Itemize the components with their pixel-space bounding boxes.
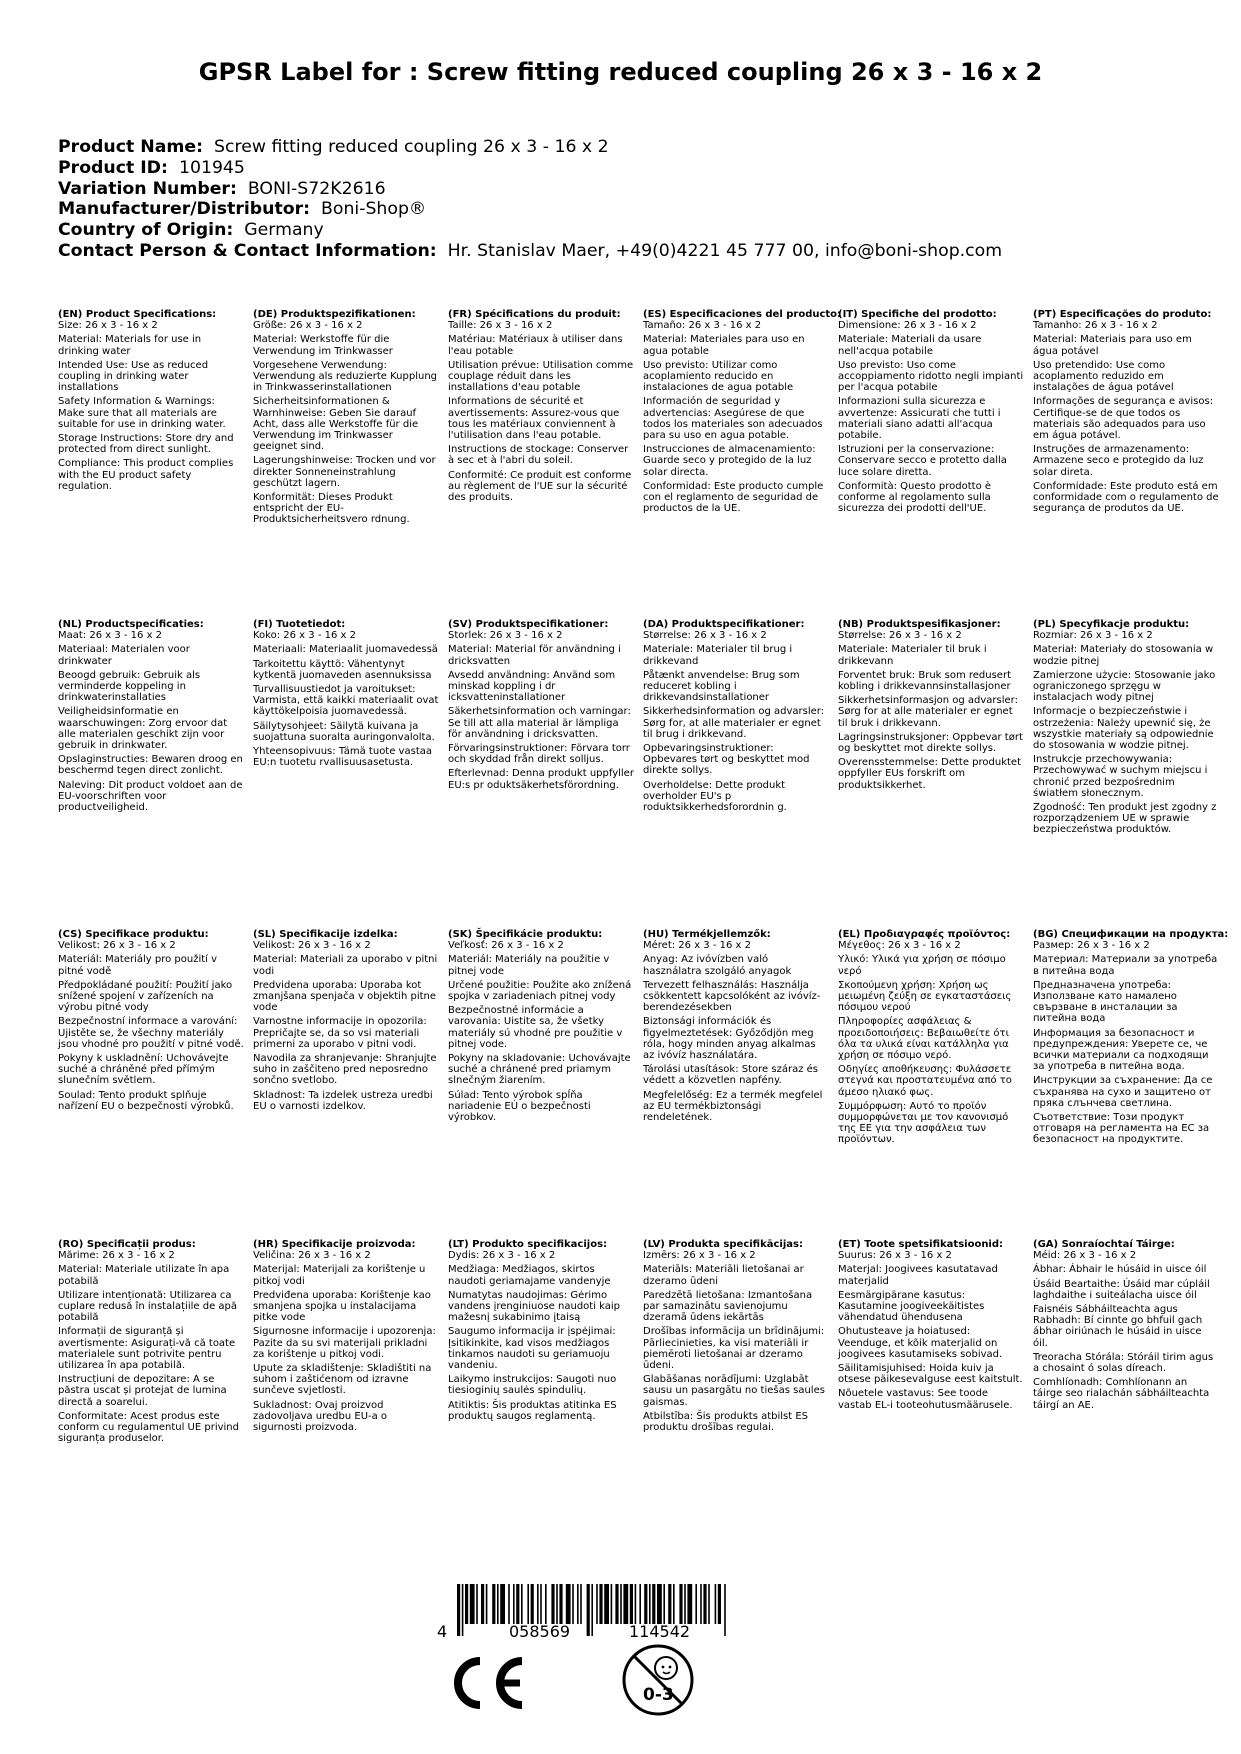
spec-field: Veličina: 26 x 3 - 16 x 2 [253,1250,371,1262]
barcode-bar [559,1584,562,1624]
spec-field: Συμμόρφωση: Αυτό το προϊόν συμμορφώνεται με τον κανονισμό της ΕΕ για την ασφάλεια των προϊόντων. [838,1100,1009,1146]
spec-field: Drošības informācija un brīdinājumi: Pārliecinieties, ka visi materiāli ir piemēroti lietošanai ar dzeramo ūdeni. [643,1326,825,1372]
spec-field: Predvidena uporaba: Uporaba kot zmanjšana spenjača v objektih pitne vode [253,979,437,1014]
spec-field: Velikost: 26 x 3 - 16 x 2 [253,940,371,952]
spec-field: Overholdelse: Dette produkt overholder EU's p roduktsikkerhedsforordnin g. [643,779,787,814]
spec-heading: (DA) Produktspecifikationer: [643,619,805,630]
barcode-bar [615,1584,618,1624]
spec-field: Beoogd gebruik: Gebruik als verminderde koppeling in drinkwaterinstallaties [58,669,201,704]
spec-heading: (SV) Produktspecifikationer: [448,619,609,630]
barcode-bar [715,1584,717,1624]
spec-field: Materiale: Materialer til brug i drikkevand [643,644,793,667]
spec-field: Instrukcje przechowywania: Przechowywać w suchym miejscu i chronić przed bezpośrednim światłem słonecznym. [1033,754,1208,799]
spec-heading: (NL) Productspecificaties: [58,619,204,630]
spec-block [1033,309,1219,517]
spec-field: Laikymo instrukcijos: Saugoti nuo tiesioginių saulės spindulių. [448,1374,617,1397]
spec-field: Konformität: Dieses Produkt entspricht der EU-Produktsicherheitsvero rdnung. [253,492,410,526]
barcode-bar [486,1584,488,1624]
spec-heading: (IT) Specifiche del prodotto: [838,309,997,320]
spec-field: Naleving: Dit product voldoet aan de EU-voorschriften voor productveiligheid. [58,779,243,814]
spec-field: Informacje o bezpieczeństwie i ostrzeżenia: Należy upewnić się, że wszystkie materiały są odpowiednie do stosowania w wodzie pitnej. [1033,706,1214,752]
spec-field: Velikost: 26 x 3 - 16 x 2 [58,940,176,952]
spec-field: Určené použitie: Použite ako znížená spojka v zariadeniach pitnej vody [448,979,632,1003]
spec-field: Anyag: Az ivóvízben való használatra szolgáló anyagok [643,954,792,977]
spec-field: Størrelse: 26 x 3 - 16 x 2 [643,630,767,642]
spec-block [838,309,1024,517]
spec-block [253,1239,439,1436]
barcode-bar [531,1584,534,1624]
spec-block [58,309,244,495]
spec-block [643,929,829,1126]
spec-field: Méret: 26 x 3 - 16 x 2 [643,940,751,952]
spec-field: Instruções de armazenamento: Armazene seco e protegido da luz solar direta. [1033,444,1204,478]
spec-field: Soulad: Tento produkt splňuje nařízení EU o bezpečnosti výrobků. [58,1089,234,1112]
barcode [437,1584,747,1640]
spec-field: Avsedd användning: Använd som minskad koppling i dr icksvatteninstallationer [448,669,616,704]
spec-block [253,619,439,771]
spec-field: Sikkerhedsinformation og advarsler: Sørg for, at alle materialer er egnet til brug i drikkevand. [643,706,825,740]
spec-field: Ábhar: Ábhair le húsáid in uisce óil [1033,1264,1207,1276]
spec-field: Pokyny na skladovanie: Uchovávajte suché a chránené pred priamym slnečným žiarením. [448,1053,631,1087]
barcode-bar [599,1584,602,1624]
spec-heading: (FR) Spécifications du produit: [448,309,621,320]
spec-field: Forventet bruk: Bruk som redusert kobling i drikkevannsinstallasjoner [838,669,1011,693]
barcode-bar [580,1584,582,1624]
product-info [58,137,1002,262]
spec-field: Opslaginstructies: Bewaren droog en beschermd tegen direct zonlicht. [58,754,243,777]
spec-field: Dimensione: 26 x 3 - 16 x 2 [838,320,977,332]
barcode-bar [481,1584,484,1624]
spec-field: Zgodność: Ten produkt jest zgodny z rozporządzeniem UE w sprawie bezpieczeństwa produktów. [1033,802,1217,836]
spec-field: Informations de sécurité et avertissements: Assurez-vous que tous les matériaux conviennent à l'utilisation dans l'eau potable. [448,396,620,442]
spec-field: Conformité: Ce produit est conforme au règlement de l'UE sur la sécurité des produits. [448,469,632,504]
barcode-digits-left: 058569 [509,1622,571,1640]
info-label: Country of Origin: [58,220,234,241]
spec-field: Tamanho: 26 x 3 - 16 x 2 [1033,320,1158,332]
spec-field: Maat: 26 x 3 - 16 x 2 [58,630,163,642]
spec-field: Conformidad: Este producto cumple con el reglamento de seguridad de productos de la UE. [643,480,824,515]
barcode-bar [652,1584,655,1624]
spec-field: Koko: 26 x 3 - 16 x 2 [253,630,356,642]
spec-field: Material: Material för användning i dricksvatten [448,644,621,667]
spec-block [643,309,842,517]
spec-field: Storlek: 26 x 3 - 16 x 2 [448,630,563,642]
spec-field: Ohutusteave ja hoiatused: Veenduge, et kõik materjalid on joogivees kasutamiseks sobivad. [838,1326,1003,1360]
barcode-bar [630,1584,633,1624]
info-value: Boni-Shop® [321,199,427,220]
spec-heading: (ES) Especificaciones del producto: [643,309,842,320]
barcode-bar [577,1584,579,1624]
barcode-bar [457,1584,460,1636]
barcode-bar [673,1584,675,1624]
info-value: Screw fitting reduced coupling 26 x 3 - 16 x 2 [214,137,609,157]
spec-field: Uso previsto: Uso come accoppiamento ridotto negli impianti per l'acqua potabile [838,359,1024,394]
spec-heading: (PL) Specyfikacje produktu: [1033,619,1190,630]
barcode-digit-first: 4 [437,1622,448,1640]
ce-mark-icon [450,1655,530,1711]
spec-field: Säkerhetsinformation och varningar: Se till att alla material är lämpliga för användning i dricksvatten. [448,706,631,740]
barcode-bar [620,1584,622,1624]
spec-field: Utilizare intenționată: Utilizarea ca cuplare redusă în instalațiile de apă potabilă [58,1289,238,1324]
spec-field: Utilisation prévue: Utilisation comme couplage réduit dans les installations d'eau potable [448,359,634,394]
spec-field: Μέγεθος: 26 x 3 - 16 x 2 [838,940,961,952]
info-label: Product ID: [58,157,168,178]
spec-heading: (SK) Špecifikácie produktu: [448,929,603,940]
barcode-bar [708,1584,710,1624]
spec-block [448,929,634,1126]
barcode-bar [497,1584,499,1624]
spec-field: Tarkoitettu käyttö: Vähentynyt kytkentä juomaveden asennuksissa [253,658,432,681]
spec-field: Upute za skladištenje: Skladištiti na suhom i zaštićenom od izravne sunčeve svjetlosti. [253,1363,432,1397]
spec-heading: (RO) Specificații produs: [58,1239,196,1250]
spec-field: Størrelse: 26 x 3 - 16 x 2 [838,630,962,642]
spec-field: Размер: 26 x 3 - 16 x 2 [1033,940,1150,952]
barcode-bar [527,1584,529,1624]
info-country [58,220,1002,241]
spec-field: Conformità: Questo prodotto è conforme al regolamento sulla sicurezza dei prodotti dell'UE. [838,480,992,515]
barcode-bar [724,1584,726,1636]
spec-field: Zamierzone użycie: Stosowanie jako ograniczonego sprzęgu w instalacjach wody pitnej [1033,669,1216,704]
spec-field: Navodila za shranjevanje: Shranjujte suho in zaščiteno pred neposredno sončno svetlobo. [253,1053,437,1087]
barcode-bar [521,1584,523,1624]
barcode-bar [462,1584,464,1636]
barcode-bar [572,1584,574,1624]
spec-field: Material: Materiali za uporabo v pitni vodi [253,954,438,977]
spec-field: Eesmärgipärane kasutus: Kasutamine joogiveekäitistes vähendatud ühendusena [838,1289,985,1324]
spec-field: Saugumo informacija ir įspėjimai: Įsitikinkite, kad visos medžiagos tinkamos naudoti su geriamuoju vandeniu. [448,1326,616,1372]
spec-field: Material: Materiales para uso en agua potable [643,334,805,357]
spec-field: Πληροφορίες ασφάλειας & προειδοποιήσεις: Βεβαιωθείτε ότι όλα τα υλικά είναι κατάλληλα για χρήση σε πόσιμο νερό. [838,1016,1009,1062]
spec-field: Storage Instructions: Store dry and protected from direct sunlight. [58,433,234,456]
barcode-bar [679,1584,682,1624]
spec-field: Conformitate: Acest produs este conform cu regulamentul UE privind siguranța produselor. [58,1410,239,1445]
spec-field: Säilytysohjeet: Säilytä kuivana ja suojattuna suoralta auringonvalolta. [253,720,435,743]
barcode-bar [545,1584,547,1624]
spec-field: Skladnost: Ta izdelek ustreza uredbi EU o varnosti izdelkov. [253,1089,433,1112]
spec-field: Medžiaga: Medžiagos, skirtos naudoti geriamajame vandenyje [448,1264,611,1287]
barcode-bar [537,1584,539,1624]
spec-field: Safety Information & Warnings: Make sure that all materials are suitable for use in drinking water. [58,396,226,430]
spec-block [1033,929,1229,1149]
spec-field: Biztonsági információk és figyelmeztetések: Győződjön meg róla, hogy minden anyag alkalmas az ivóvíz használatára. [643,1016,816,1062]
spec-field: Úsáid Beartaithe: Úsáid mar cúpláil laghdaithe i suiteálacha uisce óil [1033,1278,1210,1301]
spec-field: Инструкции за съхранение: Да се съхранява на сухо и защитено от пряка слънчева светлина. [1033,1075,1213,1109]
spec-field: Tárolási utasítások: Store száraz és védett a közvetlen napfény. [643,1064,818,1087]
spec-field: Yhteensopivuus: Tämä tuote vastaa EU:n tuotetu rvallisuusasetusta. [253,746,432,769]
barcode-bar [695,1584,697,1624]
spec-field: Uso previsto: Utilizar como acoplamiento reducido en instalaciones de agua potable [643,359,794,394]
spec-block [253,309,439,529]
spec-block [838,1239,1024,1414]
spec-heading: (NB) Produktspesifikasjoner: [838,619,1001,630]
barcode-bar [611,1584,613,1624]
spec-field: Matériau: Matériaux à utiliser dans l'eau potable [448,334,623,357]
spec-heading: (LV) Produkta specifikācijas: [643,1239,803,1250]
spec-field: Materiāls: Materiāli lietošanai ar dzeramo ūdeni [643,1264,804,1287]
spec-field: Instrucciones de almacenamiento: Guarde seco y protegido de la luz solar directa. [643,444,816,478]
spec-field: Bezpečnostní informace a varování: Ujistěte se, že všechny materiály jsou vhodné pro použití v pitné vodě. [58,1016,244,1050]
spec-field: Atitiktis: Šis produktas atitinka ES produktų saugos reglamentą. [448,1399,617,1422]
spec-heading: (BG) Спецификации на продукта: [1033,929,1229,940]
spec-field: Tamaño: 26 x 3 - 16 x 2 [643,320,762,332]
info-product-name [58,137,1002,158]
info-manufacturer [58,199,1002,220]
spec-field: Faisnéis Sábháilteachta agus Rabhadh: Bí cinnte go bhfuil gach ábhar oiriúnach le húsáid in uisce óil. [1033,1304,1203,1349]
spec-heading: (SL) Specifikacije izdelka: [253,929,398,940]
spec-field: Paredzētā lietošana: Izmantošana par samazinātu savienojumu dzeramā ūdens iekārtās [643,1289,813,1324]
spec-field: Suurus: 26 x 3 - 16 x 2 [838,1250,952,1262]
spec-field: Información de seguridad y advertencias: Asegúrese de que todos los materiales son adecuados para su uso en agua potable. [643,396,823,442]
spec-heading: (HR) Specifikacije proizvoda: [253,1239,416,1250]
spec-field: Material: Materials for use in drinking water [58,334,202,357]
info-label: Manufacturer/Distributor: [58,199,311,220]
spec-field: Material: Werkstoffe für die Verwendung im Trinkwasser [253,334,393,357]
info-variation-number [58,179,1002,200]
spec-field: Materiál: Materiály pro použití v pitné vodě [58,954,218,977]
barcode-bar [649,1584,651,1624]
spec-field: Materijal: Materijali za korištenje u pitkoj vodi [253,1264,426,1287]
barcode-bar [508,1584,510,1624]
barcode-bar [687,1584,692,1624]
spec-field: Förvaringsinstruktioner: Förvara torr och skyddad från direkt solljus. [448,743,630,766]
spec-field: Overensstemmelse: Dette produktet oppfyller EUs forskrift om produktsikkerhet. [838,757,1021,791]
spec-field: Intended Use: Use as reduced coupling in drinking water installations [58,359,209,394]
spec-field: Istruzioni per la conservazione: Conservare secco e protetto dalla luce solare diretta. [838,444,1007,478]
spec-heading: (DE) Produktspezifikationen: [253,309,416,320]
spec-field: Sikkerhetsinformasjon og advarsler: Sørg for at alle materialer er egnet til bruk i drikkevann. [838,695,1018,729]
info-label: Product Name: [58,137,204,157]
spec-field: Säilitamisjuhised: Hoida kuiv ja otsese päikesevalguse eest kaitstult. [838,1363,1023,1386]
spec-field: Predviđena uporaba: Korištenje kao smanjena spojka u instalacijama pitke vode [253,1289,431,1324]
info-contact [58,241,1002,262]
spec-field: Sicherheitsinformationen & Warnhinweise: Geben Sie darauf Acht, dass alle Werkstoffe für die Verwendung im Trinkwasser geeignet sind. [253,396,419,453]
spec-field: Materiaal: Materialen voor drinkwater [58,644,190,667]
spec-field: Materiaali: Materiaalit juomavedessä [253,644,438,656]
spec-block [448,309,634,506]
info-value: 101945 [178,157,245,178]
barcode-bar [513,1584,515,1624]
spec-field: Atbilstība: Šis produkts atbilst ES produktu drošības regulai. [643,1410,809,1434]
spec-field: Dydis: 26 x 3 - 16 x 2 [448,1250,556,1262]
spec-field: Instructions de stockage: Conserver à sec et à l'abri du soleil. [448,444,629,467]
spec-field: Material: Materiale utilizate în apa potabilă [58,1264,230,1287]
spec-field: Treoracha Stórála: Stóráil tirim agus a chosaint ó solas díreach. [1033,1351,1214,1375]
not-for-children-0-3-icon [620,1642,696,1718]
barcode-bar [657,1584,662,1624]
spec-field: Информация за безопасност и предупреждения: Уверете се, че всички материали са подходящи за употреба в питейна вода. [1033,1027,1209,1073]
spec-block [58,1239,244,1447]
spec-field: Материал: Материали за употреба в питейна вода [1033,954,1218,977]
spec-field: Påtænkt anvendelse: Brug som reduceret kobling i drikkevandsinstallationer [643,669,800,704]
barcode-bar [700,1584,702,1624]
spec-field: Taille: 26 x 3 - 16 x 2 [448,320,553,332]
spec-heading: (PT) Especificações do produto: [1033,309,1212,320]
barcode-bar [587,1584,590,1636]
spec-field: Materiál: Materiály na použitie v pitnej vode [448,954,610,977]
barcode-bar [639,1584,641,1624]
info-value: BONI-S72K2616 [247,178,386,199]
barcode-bar [623,1584,628,1624]
spec-field: Veľkosť: 26 x 3 - 16 x 2 [448,940,564,952]
spec-field: Předpokládané použití: Použití jako snížené spojení v zařízeních na výrobu pitné vody [58,979,233,1014]
spec-block [838,929,1024,1149]
spec-field: Tervezett felhasználás: Használja csökkentett kapcsolóként az ivóvíz-berendezésekben [643,979,821,1014]
barcode-bar [663,1584,665,1624]
info-value: Germany [244,220,324,241]
spec-field: Съответствие: Този продукт отговаря на регламента на ЕС за безопасност на продуктите. [1033,1112,1210,1146]
spec-field: Instrucțiuni de depozitare: A se păstra uscat și protejat de lumina directă a soarelui. [58,1374,227,1408]
spec-field: Numatytas naudojimas: Gėrimo vandens įrenginiuose naudoti kaip mažesnį sukabinimo įtaisą [448,1289,621,1324]
spec-heading: (GA) Sonraíochtaí Táirge: [1033,1239,1175,1250]
spec-field: Υλικό: Υλικά για χρήση σε πόσιμο νερό [838,954,1006,977]
spec-field: Materiał: Materiały do stosowania w wodzie pitnej [1033,644,1214,667]
spec-field: Materiale: Materiali da usare nell'acqua potabile [838,334,982,357]
barcode-bar [591,1584,593,1636]
spec-heading: (EN) Product Specifications: [58,309,217,320]
barcode-bar [604,1584,609,1624]
spec-field: Size: 26 x 3 - 16 x 2 [58,320,158,332]
spec-field: Rozmiar: 26 x 3 - 16 x 2 [1033,630,1153,642]
spec-field: Materiale: Materialer til bruk i drikkevann [838,644,987,667]
spec-field: Größe: 26 x 3 - 16 x 2 [253,320,363,332]
spec-field: Sigurnosne informacije i upozorenja: Pazite da su svi materijali prikladni za korištenje u pitkoj vodi. [253,1326,436,1360]
page-title: GPSR Label for : Screw fitting reduced coupling 26 x 3 - 16 x 2 [198,58,1043,86]
spec-field: Informații de siguranță și avertismente: Asigurați-vă că toate materialele sunt potrivite pentru utilizarea în apa potabilă. [58,1326,236,1372]
spec-field: Bezpečnostné informácie a varovania: Uistite sa, že všetky materiály sú vhodné pre použitie v pitnej vode. [448,1005,623,1050]
spec-block [448,619,634,794]
spec-field: Varnostne informacije in opozorila: Prepričajte se, da so vsi materiali primerni za uporabo v pitni vodi. [253,1016,427,1050]
spec-field: Súlad: Tento výrobok spĺňa nariadenie EÚ o bezpečnosti výrobkov. [448,1089,591,1124]
spec-block [58,929,244,1115]
spec-field: Conformidade: Este produto está em conformidade com o regulamento de segurança de produtos da UE. [1033,480,1219,515]
barcode-bar [470,1584,475,1624]
barcode-bar [540,1584,542,1624]
spec-field: Comhlíonadh: Comhlíonann an táirge seo rialachán sábháilteachta táirgí an AE. [1033,1377,1210,1411]
spec-heading: (CS) Specifikace produktu: [58,929,209,940]
spec-block [838,619,1024,794]
spec-heading: (HU) Termékjellemzők: [643,929,771,940]
spec-heading: (FI) Tuotetiedot: [253,619,346,630]
spec-field: Lagringsinstruksjoner: Oppbevar tørt og beskyttet mot direkte sollys. [838,731,1023,755]
spec-block [643,1239,829,1436]
barcode-bar [556,1584,558,1624]
info-label: Contact Person & Contact Information: [58,240,437,261]
spec-block [1033,619,1219,839]
barcode-bar [500,1584,505,1624]
spec-field: Informazioni sulla sicurezza e avvertenze: Assicurati che tutti i materiali siano adatti all'acqua potabile. [838,396,1001,442]
barcode-bar [718,1584,721,1624]
spec-field: Mărime: 26 x 3 - 16 x 2 [58,1250,175,1262]
spec-block [643,619,829,816]
barcode-digits-right: 114542 [629,1622,691,1640]
spec-field: Σκοπούμενη χρήση: Χρήση ως μειωμένη ζεύξη σε εγκαταστάσεις πόσιμου νερού [838,979,1012,1014]
spec-field: Pokyny k uskladnění: Uchovávejte suché a chráněné před přímým slunečním světlem. [58,1053,229,1087]
spec-block [58,619,244,816]
spec-field: Uso pretendido: Use como acoplamento reduzido em instalações de água potável [1033,359,1174,394]
barcode-bar [465,1584,468,1624]
barcode-bar [476,1584,478,1624]
barcode-bar [635,1584,637,1624]
info-label: Variation Number: [58,178,237,199]
spec-field: Materjal: Joogivees kasutatavad materjalid [838,1264,998,1287]
barcode-bar [516,1584,519,1624]
barcode-bar [684,1584,686,1624]
spec-heading: (EL) Προδιαγραφές προϊόντος: [838,929,1011,940]
spec-field: Nõuetele vastavus: See toode vastab EL-i tooteohutusmäärusele. [838,1388,1013,1411]
spec-field: Izmērs: 26 x 3 - 16 x 2 [643,1250,756,1262]
spec-field: Veiligheidsinformatie en waarschuwingen: Zorg ervoor dat alle materialen geschikt zijn voor gebruik in drinkwater. [58,706,228,752]
info-value: Hr. Stanislav Maer, +49(0)4221 45 777 00, info@boni-shop.com [447,240,1003,261]
barcode-bar [644,1584,647,1624]
spec-field: Turvallisuustiedot ja varoitukset: Varmista, että kaikki materiaalit ovat käyttökelpoisia juomavedessä. [253,684,439,718]
spec-field: Οδηγίες αποθήκευσης: Φυλάσσετε στεγνά και προστατευμένα από το άμεσο ηλιακό φως. [838,1064,1012,1098]
spec-field: Megfelelőség: Ez a termék megfelel az EU termékbiztonsági rendeletének. [643,1089,823,1124]
spec-block [1033,1239,1219,1414]
spec-field: Material: Materiais para uso em água potável [1033,334,1192,357]
barcode-bar [492,1584,495,1624]
spec-heading: (ET) Toote spetsifikatsioonid: [838,1239,1004,1250]
barcode-bar [551,1584,554,1624]
spec-block [448,1239,634,1425]
barcode-bar [566,1584,571,1624]
barcode-bar [668,1584,671,1624]
info-product-id [58,158,1002,179]
age-label: 0-3 [643,1685,674,1705]
spec-heading: (LT) Produkto specifikacijos: [448,1239,608,1250]
spec-field: Предназначена употреба: Използване като намалено свързване в инсталации за питейна вода [1033,979,1178,1025]
spec-field: Méid: 26 x 3 - 16 x 2 [1033,1250,1137,1262]
spec-field: Compliance: This product complies with the EU product safety regulation. [58,458,234,492]
spec-field: Efterlevnad: Denna produkt uppfyller EU:s pr oduktsäkerhetsförordning. [448,768,634,791]
spec-field: Opbevaringsinstruktioner: Opbevares tørt og beskyttet mod direkte sollys. [643,743,810,777]
barcode-bar [703,1584,706,1624]
spec-field: Informações de segurança e avisos: Certifique-se de que todos os materiais são adequados para uso em água potável. [1033,396,1214,442]
spec-field: Glabāšanas norādījumi: Uzglabāt sausu un pasargātu no tiešas saules gaismas. [643,1374,825,1408]
spec-field: Lagerungshinweise: Trocken und vor direkter Sonneneinstrahlung geschützt lagern. [253,455,436,489]
spec-block [253,929,439,1115]
spec-field: Vorgesehene Verwendung: Verwendung als reduzierte Kupplung in Trinkwasserinstallationen [253,359,438,394]
spec-field: Sukladnost: Ovaj proizvod zadovoljava uredbu EU-a o sigurnosti proizvoda. [253,1399,388,1434]
barcode-bar [596,1584,598,1624]
